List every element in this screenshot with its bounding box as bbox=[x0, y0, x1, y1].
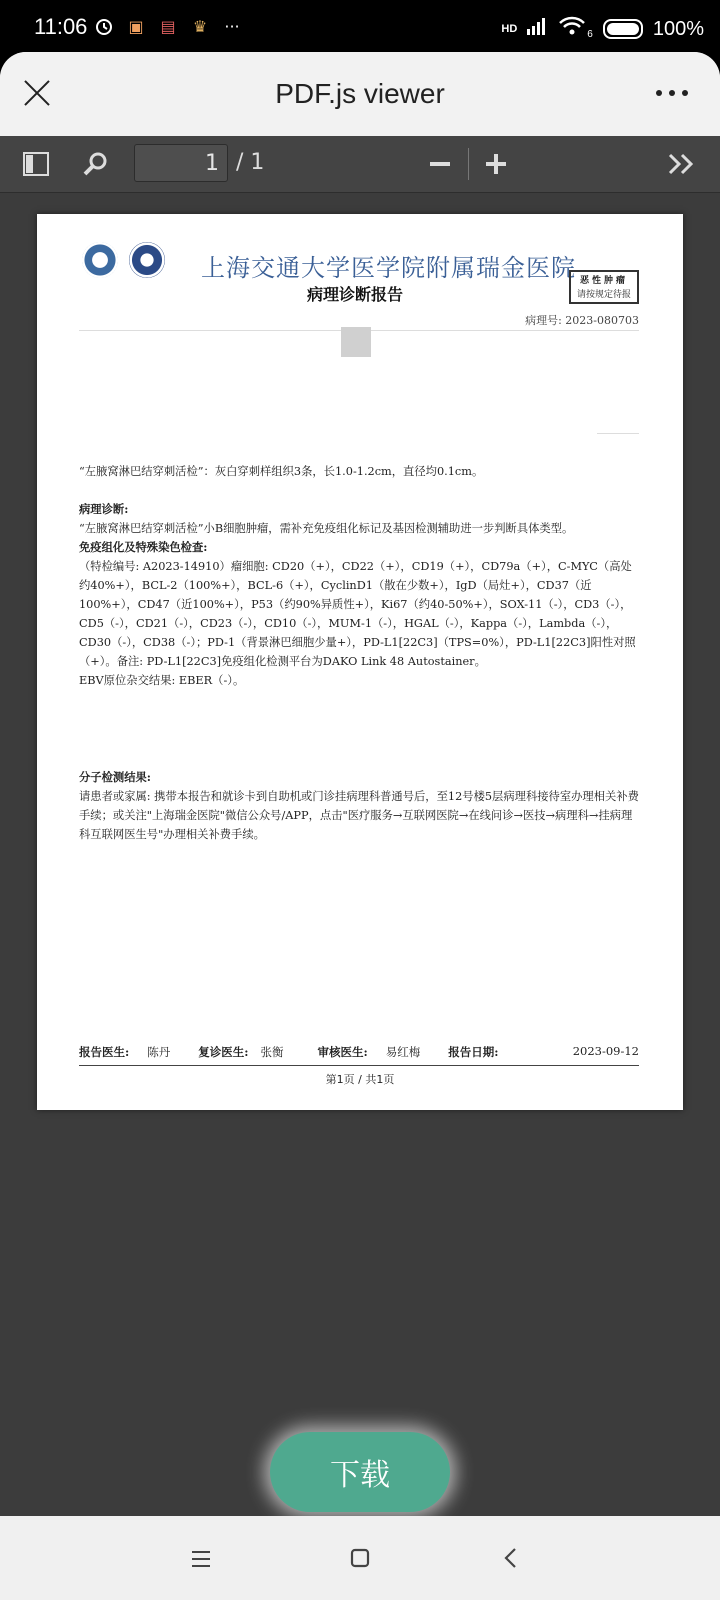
ebv-text: EBV原位杂交结果: EBER（-）。 bbox=[79, 674, 245, 687]
ihc-text: （特检编号: A2023-14910）瘤细胞: CD20（+），CD22（+），CD19（+），CD79a（+），C-MYC（高处约40%+），BCL-2（100%+），BCL-6（+），CyclinD1（散在少数+），IgD（局灶+），CD37（近100%+），CD47（近100%+），P53（约90%异质性+），Ki67（约40-50%+），SOX-11（-），CD3（-），CD5（-），CD21（-），CD23（-），CD10（-），MUM-1（-），HGAL（-），Kappa（-），Lambda（-），CD30（-），CD38（-）；PD-1（背景淋巴细胞少量+），PD-L1[22C3]（TPS=0%），PD-L1[22C3]阳性对照（+）。备注: PD-L1[22C3]免疫组化检测平台为DAKO Link 48 Autostainer。 bbox=[79, 560, 636, 668]
university-logo bbox=[82, 242, 118, 278]
more-notifications-icon: ··· bbox=[224, 16, 240, 36]
wifi-icon bbox=[559, 16, 585, 42]
search-icon[interactable] bbox=[80, 148, 112, 180]
app-notification-icon: ▤ bbox=[160, 16, 176, 36]
ihc-heading: 免疫组化及特殊染色检查: bbox=[79, 540, 208, 554]
app-title: PDF.js viewer bbox=[275, 78, 445, 109]
cell-signal-icon bbox=[527, 17, 549, 41]
diagnosis-heading: 病理诊断: bbox=[79, 502, 129, 516]
toolbar-separator bbox=[468, 148, 469, 180]
status-time: 11:06 bbox=[34, 14, 88, 39]
report-doctor-label: 报告医生: bbox=[79, 1045, 130, 1059]
pdf-page bbox=[37, 214, 683, 1110]
zoom-in-icon[interactable] bbox=[480, 148, 512, 180]
footer-divider bbox=[79, 1065, 639, 1066]
wifi-sub-label: 6 bbox=[587, 28, 593, 40]
divider bbox=[597, 433, 639, 434]
sidebar-toggle-icon[interactable] bbox=[20, 148, 52, 180]
status-bar bbox=[0, 0, 720, 52]
gross-description bbox=[79, 462, 639, 481]
diagnosis-section bbox=[79, 500, 639, 690]
audit-doctor-label: 审核医生: bbox=[317, 1045, 368, 1059]
status-right bbox=[501, 16, 704, 42]
app-sheet bbox=[0, 52, 720, 1516]
page-number-input[interactable]: 1 bbox=[134, 144, 228, 182]
app-notification-icon: ♛ bbox=[192, 16, 208, 36]
molecular-text: 请患者或家属: 携带本报告和就诊卡到自助机或门诊挂病理科普通号后，至12号楼5层病理科接待室办理相关补费手续；或关注"上海瑞金医院"微信公众号/APP，点击"医疗服务→互联网医院→在线问诊→医技→病理科→挂病理科互联网医生号"办理相关补费手续。 bbox=[79, 790, 639, 841]
hospital-name: 上海交通大学医学院附属瑞金医院 bbox=[201, 254, 576, 282]
tools-chevron-icon[interactable] bbox=[666, 148, 698, 180]
molecular-section bbox=[79, 768, 639, 844]
report-date: 2023-09-12 bbox=[572, 1044, 639, 1058]
review-doctor-label: 复诊医生: bbox=[198, 1045, 249, 1059]
report-title: 病理诊断报告 bbox=[307, 285, 404, 304]
stamp-line: 恶性肿瘤 bbox=[579, 276, 628, 286]
audit-doctor: 易红梅 bbox=[385, 1045, 421, 1059]
page-info: 第1页 / 共1页 bbox=[325, 1073, 395, 1086]
pathology-number: 病理号: 2023-080703 bbox=[525, 314, 639, 327]
stamp-line: 请按规定待报 bbox=[576, 290, 631, 300]
title-bar bbox=[0, 52, 720, 136]
molecular-heading: 分子检测结果: bbox=[79, 770, 151, 784]
download-button[interactable]: 下载 bbox=[270, 1432, 450, 1512]
app-notification-icon: ▣ bbox=[128, 16, 144, 36]
viewer-toolbar bbox=[0, 136, 720, 193]
report-doctor: 陈丹 bbox=[147, 1045, 171, 1059]
battery-icon bbox=[603, 19, 643, 39]
alarm-icon bbox=[94, 16, 114, 36]
report-date-label: 报告日期: bbox=[448, 1045, 499, 1059]
report-footer bbox=[79, 1044, 639, 1060]
zoom-out-icon[interactable] bbox=[424, 148, 456, 180]
page-count: / 1 bbox=[236, 150, 265, 175]
pdf-viewer[interactable] bbox=[0, 136, 720, 1516]
status-notification-icons bbox=[94, 16, 242, 36]
menu-icon[interactable] bbox=[192, 1546, 220, 1574]
battery-level: 100% bbox=[652, 17, 704, 40]
system-nav-bar bbox=[0, 1516, 720, 1600]
redacted-block bbox=[341, 327, 371, 357]
home-icon[interactable] bbox=[346, 1544, 374, 1572]
back-icon[interactable] bbox=[498, 1544, 526, 1572]
hospital-logo bbox=[129, 242, 165, 278]
review-doctor: 张衡 bbox=[260, 1045, 284, 1059]
more-options-icon[interactable] bbox=[656, 90, 688, 96]
malignancy-stamp bbox=[569, 270, 639, 304]
gross-text: “左腋窝淋巴结穿刺活检”：灰白穿刺样组织3条，长1.0-1.2cm，直径均0.1cm。 bbox=[79, 465, 484, 478]
hd-network-label: HD bbox=[501, 23, 518, 35]
diagnosis-text: “左腋窝淋巴结穿刺活检”小B细胞肿瘤，需补充免疫组化标记及基因检测辅助进一步判断具体类型。 bbox=[79, 522, 574, 535]
